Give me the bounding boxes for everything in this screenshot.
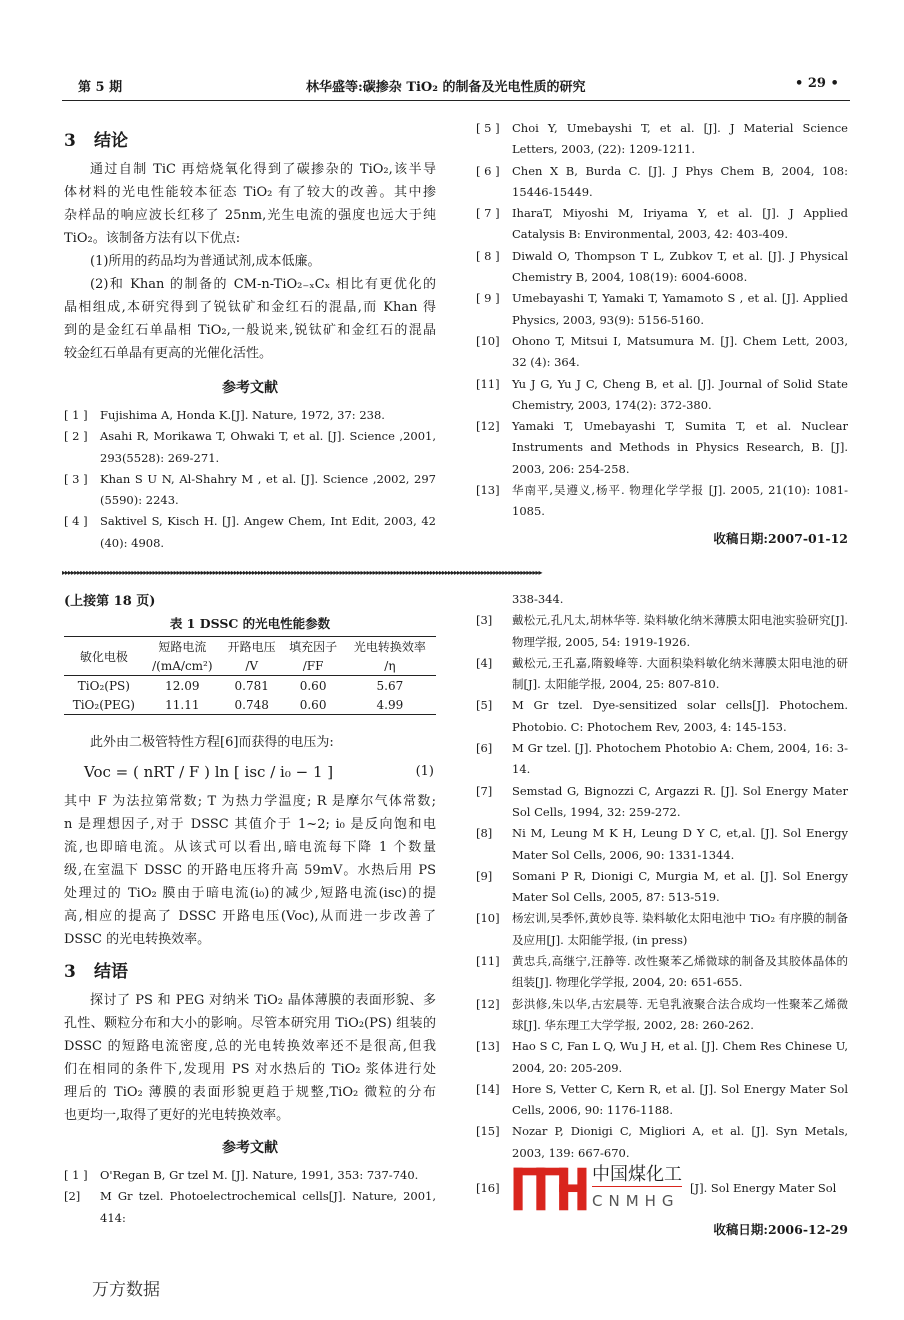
text-line: 其中 F 为法拉第常数; T 为热力学温度; R 是摩尔气体常数; bbox=[64, 794, 436, 809]
reference-item bbox=[476, 738, 848, 781]
table-unit-cell: /V bbox=[245, 658, 259, 673]
reference-list bbox=[64, 1165, 436, 1229]
reference-text: Asahi R, Morikawa T, Ohwaki T, et al. [J]. Science ,2001, 293(5528): 269-271. bbox=[100, 429, 436, 465]
text-line: 流,也即暗电流。从该式可以看出,暗电流每下降 1 个数量 bbox=[64, 840, 436, 855]
reference-text: Choi Y, Umebayshi T, et al. [J]. J Material Science Letters, 2003, (22): 1209-1211. bbox=[512, 121, 848, 157]
reference-number: [ 2 ] bbox=[64, 429, 88, 444]
reference-item bbox=[64, 511, 436, 554]
header-rule bbox=[62, 100, 850, 101]
table-header-cell: 光电转换效率 bbox=[353, 640, 426, 654]
reference-number: [5] bbox=[476, 698, 493, 713]
reference-list bbox=[476, 610, 848, 1214]
reference-text: 杨宏训,吴季怀,黄妙良等. 染料敏化太阳电池中 TiO₂ 有序膜的制备及应用[J]. 太阳能学报, (in press) bbox=[512, 911, 848, 947]
table-cell: 12.09 bbox=[165, 678, 200, 693]
reference-number: [11] bbox=[476, 954, 500, 969]
reference-item bbox=[476, 1121, 848, 1164]
text-line: TiO₂。该制备方法有以下优点: bbox=[64, 231, 241, 246]
reference-item bbox=[476, 1164, 848, 1214]
text-line: 体材料的光电性能较本征态 TiO₂ 有了较大的改善。其中掺 bbox=[64, 185, 436, 200]
article2-right-column bbox=[476, 589, 848, 1238]
article1-right-column bbox=[476, 118, 848, 547]
reference-item bbox=[476, 823, 848, 866]
reference-number: [ 1 ] bbox=[64, 1168, 88, 1182]
reference-item bbox=[476, 246, 848, 289]
table-cell: 5.67 bbox=[376, 678, 404, 693]
reference-item bbox=[476, 653, 848, 696]
text-line: 通过自制 TiC 再焙烧氧化得到了碳掺杂的 TiO₂,该半导 bbox=[90, 162, 436, 177]
reference-item bbox=[476, 781, 848, 824]
received-date: 收稿日期:2007-01-12 bbox=[713, 530, 848, 546]
reference-item bbox=[476, 866, 848, 909]
reference-item bbox=[64, 426, 436, 469]
performance-table bbox=[64, 636, 436, 715]
summary-body bbox=[64, 989, 436, 1127]
reference-number: [9] bbox=[476, 868, 493, 883]
section-heading-conclusion bbox=[64, 124, 436, 158]
reference-number: [10] bbox=[476, 333, 500, 348]
reference-item bbox=[476, 118, 848, 161]
reference-number: [4] bbox=[476, 655, 493, 670]
reference-item bbox=[476, 908, 848, 951]
reference-item bbox=[476, 951, 848, 994]
table-unit-cell: /FF bbox=[302, 658, 324, 673]
text-line: DSSC 的光电转换效率。 bbox=[64, 932, 211, 947]
text-line: 理后的 TiO₂ 薄膜的表面形貌更趋于规整,TiO₂ 微粒的分布 bbox=[64, 1085, 436, 1100]
reference-text: Yu J G, Yu J C, Cheng B, et al. [J]. Journal of Solid State Chemistry, 2003, 174(2): 372-380. bbox=[512, 376, 848, 412]
reference-number: [ 4 ] bbox=[64, 514, 88, 529]
reference-number: [ 6 ] bbox=[476, 163, 500, 178]
text-line: 到的是金红石单晶相 TiO₂,一般说来,锐钛矿和金红石的混晶 bbox=[64, 323, 436, 338]
table-cell: 0.748 bbox=[234, 697, 269, 712]
reference-text: Hore S, Vetter C, Kern R, et al. [J]. Sol Energy Mater Sol Cells, 2006, 90: 1176-1188. bbox=[512, 1081, 848, 1118]
table-header-cell: 敏化电极 bbox=[64, 637, 144, 676]
section-title: 结语 bbox=[94, 962, 128, 982]
reference-text: Semstad G, Bignozzi C, Argazzi R. [J]. Sol Energy Mater Sol Cells, 1994, 32: 259-272. bbox=[512, 783, 848, 819]
text-line: (2)和 Khan 的制备的 CM-n-TiO₂₋ₓCₓ 相比有更优化的 bbox=[90, 277, 436, 292]
article1-left-column bbox=[64, 124, 436, 554]
wanfang-watermark: 万方数据 bbox=[92, 1280, 160, 1300]
text-line: 晶相组成,本研究得到了锐钛矿和金红石的混晶,而 Khan 得 bbox=[64, 300, 436, 315]
section-number: 3 bbox=[64, 131, 76, 151]
table-cell: 0.60 bbox=[299, 678, 327, 693]
text-line: 们在相同的条件下,发现用 PS 对水热后的 TiO₂ 浆体进行处 bbox=[64, 1062, 436, 1077]
table-cell: 0.60 bbox=[299, 697, 327, 712]
text-line: 也更均一,取得了更好的光电转换效率。 bbox=[64, 1108, 290, 1123]
equation-number: (1) bbox=[415, 764, 434, 779]
table-cell: TiO₂(PS) bbox=[77, 678, 130, 693]
table-caption: 表 1 DSSC 的光电性能参数 bbox=[169, 616, 331, 631]
table-row bbox=[64, 676, 436, 696]
reference-text: [J]. Sol Energy Mater Sol bbox=[690, 1181, 837, 1196]
discussion-body bbox=[64, 790, 436, 951]
article-divider: ▸▸▸▸▸▸▸▸▸▸▸▸▸▸▸▸▸▸▸▸▸▸▸▸▸▸▸▸▸▸▸▸▸▸▸▸▸▸▸▸▸▸▸▸▸▸▸▸▸▸▸▸▸▸▸▸▸▸▸▸▸▸▸▸▸▸▸▸▸▸▸▸▸▸▸▸▸▸▸▸▸▸▸▸▸▸▸▸▸▸▸▸▸▸▸▸▸▸▸▸▸▸▸▸▸▸▸▸▸▸▸▸▸▸▸▸▸▸▸▸▸▸▸▸▸▸▸▸▸▸▸▸▸▸▸▸▸▸▸▸▸▸▸▸▸▸▸▸▸▸▸▸▸▸▸▸▸▸▸ bbox=[62, 568, 542, 577]
reference-text: 戴松元,王孔嘉,隋毅峰等. 大面积染料敏化纳米薄膜太阳电池的研制[J]. 太阳能学报, 2004, 25: 807-810. bbox=[512, 655, 848, 692]
reference-text: IharaT, Miyoshi M, Iriyama Y, et al. [J]. J Applied Catalysis B: Environmental, 2003, 42: 403-409. bbox=[512, 206, 848, 242]
reference-number: [11] bbox=[476, 376, 500, 391]
reference-item bbox=[476, 374, 848, 417]
reference-text: Nozar P, Dionigi C, Migliori A, et al. [J]. Syn Metals, 2003, 139: 667-670. bbox=[512, 1124, 848, 1160]
reference-list bbox=[64, 405, 436, 554]
reference-text: 华南平,吴遵义,杨平. 物理化学学报 [J]. 2005, 21(10): 1081-1085. bbox=[512, 483, 848, 519]
reference-text: O'Regan B, Gr tzel M. [J]. Nature, 1991, 353: 737-740. bbox=[100, 1168, 419, 1182]
equation-block bbox=[64, 754, 436, 790]
reference-text: 彭洪修,朱以华,古宏晨等. 无皂乳液聚合法合成均一性聚苯乙烯微球[J]. 华东理工大学学报, 2002, 28: 260-262. bbox=[512, 996, 848, 1032]
reference-number: [ 9 ] bbox=[476, 291, 500, 306]
reference-text: 戴松元,孔凡太,胡林华等. 染料敏化纳米薄膜太阳电池实验研究[J]. 物理学报, 2005, 54: 1919-1926. bbox=[512, 613, 848, 649]
reference-text: Saktivel S, Kisch H. [J]. Angew Chem, Int Edit, 2003, 42 (40): 4908. bbox=[100, 514, 436, 550]
reference-text: Umebayashi T, Yamaki T, Yamamoto S , et al. [J]. Applied Physics, 2003, 93(9): 5156-5160. bbox=[512, 291, 848, 327]
table-header-cell: 开路电压 bbox=[227, 640, 276, 654]
reference-continuation bbox=[476, 589, 848, 610]
reference-text: M Gr tzel. Photoelectrochemical cells[J]. Nature, 2001, 414: bbox=[100, 1189, 436, 1225]
table-cell: 11.11 bbox=[165, 697, 200, 712]
running-title: 林华盛等:碳掺杂 TiO₂ 的制备及光电性质的研究 bbox=[306, 80, 586, 95]
cnmhg-logo bbox=[512, 1164, 686, 1214]
logo-chinese-text: 中国煤化工 bbox=[592, 1164, 682, 1186]
reference-item bbox=[476, 1079, 848, 1122]
text-line: 处理过的 TiO₂ 膜由于暗电流(i₀)的减少,短路电流(isc)的提 bbox=[64, 886, 436, 901]
reference-number: [ 7 ] bbox=[476, 206, 500, 221]
reference-item bbox=[64, 405, 436, 426]
text-line: 孔性、颗粒分布和大小的影响。尽管本研究用 TiO₂(PS) 组装的 bbox=[64, 1016, 436, 1031]
reference-number: [ 3 ] bbox=[64, 471, 88, 486]
table-cell: TiO₂(PEG) bbox=[72, 697, 135, 712]
continued-note: (上接第 18 页) bbox=[64, 594, 156, 609]
references-heading: 参考文献 bbox=[222, 380, 278, 396]
text-line: 杂样品的响应波长红移了 25nm,光生电流的强度也远大于纯 bbox=[64, 208, 436, 223]
reference-text: Khan S U N, Al-Shahry M , et al. [J]. Science ,2002, 297 (5590): 2243. bbox=[100, 471, 436, 508]
text-line: n 是理想因子,对于 DSSC 其值介于 1~2; i₀ 是反向饱和电 bbox=[64, 817, 436, 832]
reference-number: [14] bbox=[476, 1081, 500, 1096]
section-heading-summary bbox=[64, 955, 436, 989]
table-unit-cell: /(mA/cm²) bbox=[152, 658, 213, 673]
cnmhg-logo-mark-icon bbox=[512, 1165, 588, 1213]
table-cell: 0.781 bbox=[234, 678, 269, 693]
reference-number: [2] bbox=[64, 1189, 81, 1204]
reference-text: Diwald O, Thompson T L, Zubkov T, et al. [J]. J Physical Chemistry B, 2004, 108(19): 6004-6008. bbox=[512, 248, 848, 285]
table-unit-cell: /η bbox=[384, 658, 396, 673]
reference-text: Hao S C, Fan L Q, Wu J H, et al. [J]. Chem Res Chinese U, 2004, 20: 205-209. bbox=[512, 1039, 848, 1075]
section-number: 3 bbox=[64, 962, 76, 982]
reference-item bbox=[64, 1186, 436, 1229]
table-cell: 4.99 bbox=[376, 697, 404, 712]
reference-item bbox=[64, 469, 436, 512]
reference-number: [13] bbox=[476, 483, 500, 498]
reference-text: 黄忠兵,高继宁,汪静等. 改性聚苯乙烯微球的制备及其胶体晶体的组装[J]. 物理化学学报, 2004, 20: 651-655. bbox=[512, 954, 848, 990]
text-line: 探讨了 PS 和 PEG 对纳米 TiO₂ 晶体薄膜的表面形貌、多 bbox=[90, 993, 436, 1008]
table-row bbox=[64, 695, 436, 715]
article2-left-column bbox=[64, 590, 436, 1229]
reference-number: [3] bbox=[476, 613, 493, 628]
reference-number: [8] bbox=[476, 826, 493, 841]
text-line: 高,相应的提高了 DSSC 开路电压(Voc),从而进一步改善了 bbox=[64, 909, 436, 924]
text-line: (1)所用的药品均为普通试剂,成本低廉。 bbox=[90, 254, 321, 269]
reference-number: [10] bbox=[476, 911, 500, 926]
equation: Voc = ( nRT / F ) ln [ isc / i₀ − 1 ] bbox=[84, 763, 334, 781]
reference-text: M Gr tzel. [J]. Photochem Photobio A: Chem, 2004, 16: 3-14. bbox=[512, 741, 848, 777]
reference-text: Ohono T, Mitsui I, Matsumura M. [J]. Chem Lett, 2003, 32 (4): 364. bbox=[512, 333, 848, 370]
reference-text: Yamaki T, Umebayashi T, Sumita T, et al. Nuclear Instruments and Methods in Physics Research, B. [J]. 2003, 206: 254-258. bbox=[512, 419, 848, 476]
reference-number: [6] bbox=[476, 741, 493, 756]
reference-item bbox=[476, 288, 848, 331]
reference-number: [15] bbox=[476, 1124, 500, 1139]
table-header-row bbox=[64, 637, 436, 657]
reference-item bbox=[476, 203, 848, 246]
reference-item bbox=[476, 161, 848, 204]
reference-item bbox=[476, 480, 848, 523]
reference-item bbox=[476, 695, 848, 738]
text-line: 较金红石单晶有更高的光催化活性。 bbox=[64, 346, 273, 361]
reference-text: M Gr tzel. Dye-sensitized solar cells[J]. Photochem. Photobio. C: Photochem Rev, 2003, 4: 145-153. bbox=[512, 698, 848, 734]
conclusion-body bbox=[64, 158, 436, 365]
text-line: DSSC 的短路电流密度,总的光电转换效率还不是很高,但我 bbox=[64, 1039, 436, 1054]
reference-item bbox=[476, 610, 848, 653]
reference-item bbox=[476, 1036, 848, 1079]
reference-number: [ 5 ] bbox=[476, 121, 500, 135]
reference-number: [ 8 ] bbox=[476, 248, 500, 263]
reference-number: [12] bbox=[476, 996, 500, 1011]
reference-number: [7] bbox=[476, 783, 493, 798]
table-header-cell: 填充因子 bbox=[289, 640, 338, 654]
reference-item bbox=[476, 331, 848, 374]
reference-item bbox=[64, 1165, 436, 1186]
reference-text: 338-344. bbox=[512, 592, 564, 606]
reference-text: Chen X B, Burda C. [J]. J Phys Chem B, 2004, 108: 15446-15449. bbox=[512, 163, 848, 199]
references-heading: 参考文献 bbox=[222, 1140, 278, 1156]
reference-number: [16] bbox=[476, 1181, 500, 1196]
reference-text: Somani P R, Dionigi C, Murgia M, et al. [J]. Sol Energy Mater Sol Cells, 2005, 87: 513-519. bbox=[512, 868, 848, 905]
reference-list bbox=[476, 118, 848, 523]
logo-english-text: CNMHG bbox=[592, 1192, 680, 1211]
text-line: 级,在室温下 DSSC 的开路电压将升高 59mV。水热后用 PS bbox=[64, 863, 436, 878]
reference-number: [12] bbox=[476, 419, 500, 434]
issue-number: 第 5 期 bbox=[78, 80, 123, 95]
table-header-cell: 短路电流 bbox=[158, 640, 207, 654]
reference-item bbox=[476, 416, 848, 480]
reference-item bbox=[476, 994, 848, 1037]
page-number: • 29 • bbox=[795, 76, 839, 91]
reference-number: [ 1 ] bbox=[64, 408, 88, 422]
received-date: 收稿日期:2006-12-29 bbox=[713, 1222, 848, 1238]
section-title: 结论 bbox=[94, 131, 128, 151]
reference-number: [13] bbox=[476, 1039, 500, 1054]
equation-intro: 此外由二极管特性方程[6]而获得的电压为: bbox=[90, 735, 334, 750]
reference-text: Ni M, Leung M K H, Leung D Y C, et,al. [J]. Sol Energy Mater Sol Cells, 2006, 90: 1331-1344. bbox=[512, 826, 848, 862]
reference-text: Fujishima A, Honda K.[J]. Nature, 1972, 37: 238. bbox=[100, 408, 385, 422]
